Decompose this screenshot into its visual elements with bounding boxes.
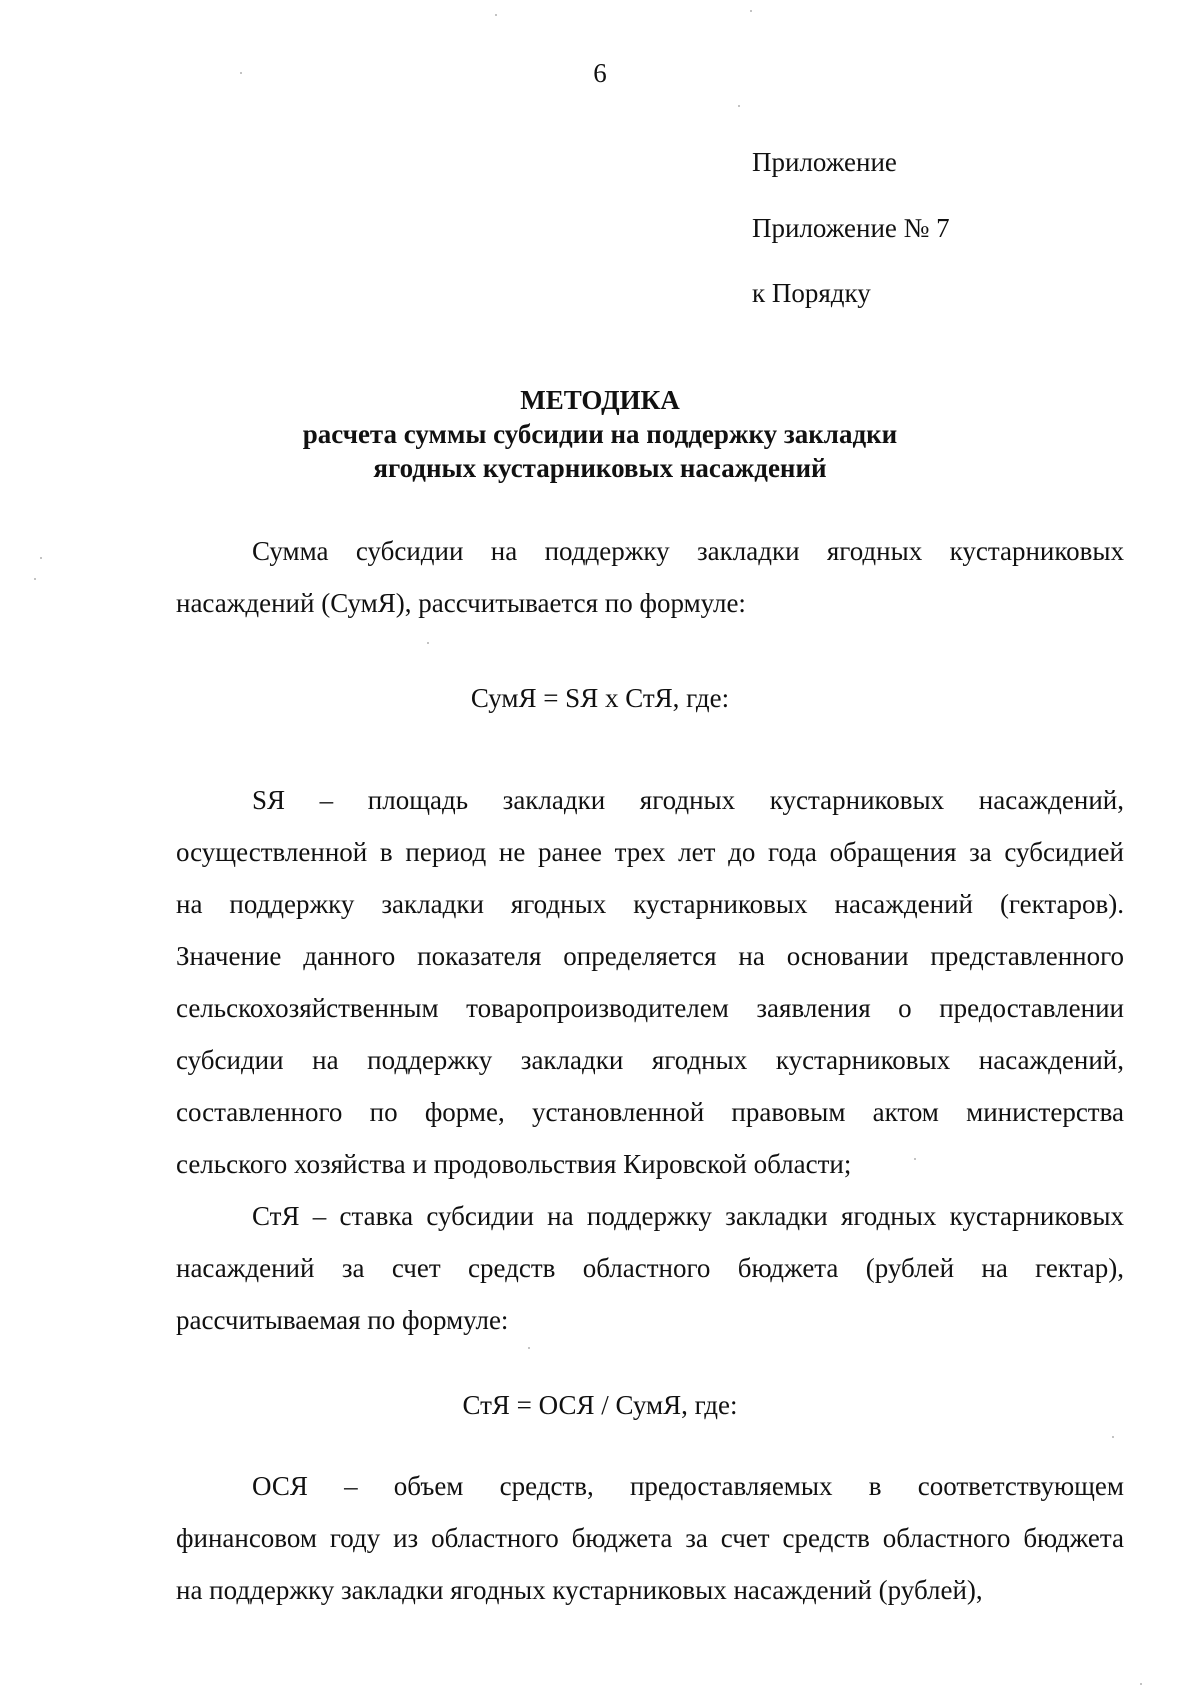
definition-volume-paragraph [176,1460,1124,1616]
scan-speck [738,105,740,107]
paragraph-line: сельского хозяйства и продовольствия Кировской области; [176,1149,852,1179]
paragraph-line: SЯ – площадь закладки ягодных кустарниковых насаждений, [252,785,1124,815]
appendix-label: Приложение [752,147,897,177]
scan-speck [750,10,752,12]
scan-speck [495,14,497,16]
paragraph-line: рассчитываемая по формуле: [176,1305,509,1335]
title-subtitle-line-2: ягодных кустарниковых насаждений [373,453,827,483]
scan-speck [240,72,242,74]
scan-speck [1112,1436,1114,1438]
paragraph-line: субсидии на поддержку закладки ягодных кустарниковых насаждений, [176,1045,1124,1075]
formula-sum: СумЯ = SЯ х СтЯ, где: [470,683,730,713]
scan-speck [1140,1683,1142,1685]
paragraph-line: составленного по форме, установленной правовым актом министерства [176,1097,1124,1127]
formula-rate: СтЯ = ОСЯ / СумЯ, где: [462,1390,738,1420]
paragraph-line: СтЯ – ставка субсидии на поддержку закладки ягодных кустарниковых [252,1201,1124,1231]
title-subtitle-line-1: расчета суммы субсидии на поддержку закладки [302,419,898,449]
paragraph-line: финансовом году из областного бюджета за счет средств областного бюджета [176,1523,1124,1553]
paragraph-line: на поддержку закладки ягодных кустарниковых насаждений (рублей), [176,1575,983,1605]
paragraph-line: Значение данного показателя определяется на основании представленного [176,941,1124,971]
definition-area-paragraph [176,774,1124,1346]
paragraph-line: насаждений за счет средств областного бюджета (рублей на гектар), [176,1253,1124,1283]
scan-speck [427,642,429,644]
scan-speck [40,557,42,559]
appendix-reference: к Порядку [752,278,871,308]
title-heading: МЕТОДИКА [520,385,680,415]
paragraph-line: ОСЯ – объем средств, предоставляемых в соответствующем [252,1471,1124,1501]
paragraph-line: насаждений (СумЯ), рассчитывается по формуле: [176,588,746,618]
paragraph-line: на поддержку закладки ягодных кустарниковых насаждений (гектаров). [176,889,1124,919]
paragraph-line: осуществленной в период не ранее трех лет до года обращения за субсидией [176,837,1124,867]
scan-speck [528,1347,530,1349]
document-title [0,383,1200,485]
paragraph-line: Сумма субсидии на поддержку закладки ягодных кустарниковых [252,536,1124,566]
scan-speck [34,578,36,580]
appendix-number: Приложение № 7 [752,213,950,243]
paragraph-line: сельскохозяйственным товаропроизводителем заявления о предоставлении [176,993,1124,1023]
page-number: 6 [593,58,607,88]
intro-paragraph [176,525,1124,629]
scan-speck [914,1158,916,1160]
